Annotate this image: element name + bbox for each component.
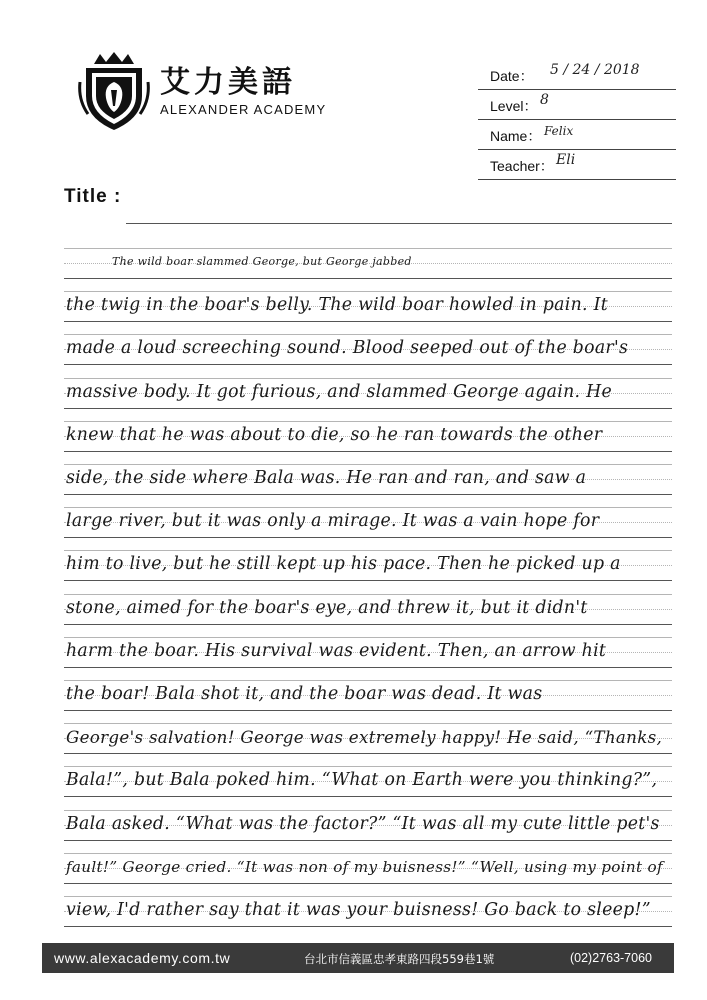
essay-line: massive body. It got furious, and slammed George again. He — [66, 381, 613, 402]
essay-line: fault!” George cried. “It was non of my buisness!” “Well, using my point of — [66, 857, 663, 876]
essay-line: harm the boar. His survival was evident. Then, an arrow hit — [66, 640, 607, 661]
guide-rule — [64, 507, 672, 508]
guide-rule — [64, 248, 672, 249]
name-value: Felix — [544, 124, 574, 138]
guide-rule — [64, 421, 672, 422]
guide-rule — [64, 550, 672, 551]
teacher-row — [478, 150, 676, 180]
footer-phone: (02)2763-7060 — [569, 951, 652, 965]
title-label: Title : — [64, 186, 122, 207]
base-rule — [64, 710, 672, 711]
base-rule — [64, 364, 672, 365]
guide-rule — [64, 637, 672, 638]
academy-crest-logo — [78, 52, 150, 132]
essay-line: Bala asked. “What was the factor?” “It was all my cute little pet's — [66, 813, 660, 834]
level-label: Level： — [490, 98, 538, 114]
base-rule — [64, 580, 672, 581]
guide-rule — [64, 766, 672, 767]
footer-bar — [42, 943, 674, 973]
guide-rule — [64, 896, 672, 897]
guide-rule — [64, 853, 672, 854]
base-rule — [64, 537, 672, 538]
footer-website: www.alexacademy.com.tw — [54, 950, 231, 966]
guide-rule — [64, 334, 672, 335]
title-underline — [126, 223, 672, 224]
guide-rule — [64, 291, 672, 292]
guide-rule — [64, 723, 672, 724]
date-row — [478, 60, 676, 90]
level-value: 8 — [540, 92, 549, 108]
essay-line: large river, but it was only a mirage. It was a vain hope for — [66, 511, 600, 532]
base-rule — [64, 926, 672, 927]
base-rule — [64, 796, 672, 797]
base-rule — [64, 753, 672, 754]
essay-line: George's salvation! George was extremely happy! He said, “Thanks, — [66, 727, 663, 748]
guide-rule — [64, 680, 672, 681]
essay-writing-area — [64, 236, 672, 936]
guide-rule — [64, 378, 672, 379]
teacher-label: Teacher： — [490, 158, 554, 174]
guide-rule — [64, 594, 672, 595]
essay-line: knew that he was about to die, so he ran towards the other — [66, 424, 603, 445]
base-rule — [64, 883, 672, 884]
essay-line: view, I'd rather say that it was your buisness! Go back to sleep!” — [66, 900, 651, 920]
base-rule — [64, 278, 672, 279]
brand-name-en: ALEXANDER ACADEMY — [160, 102, 327, 117]
base-rule — [64, 408, 672, 409]
crest-icon — [78, 52, 150, 132]
base-rule — [64, 321, 672, 322]
base-rule — [64, 494, 672, 495]
essay-line: The wild boar slammed George, but George jabbed — [112, 255, 412, 268]
base-rule — [64, 840, 672, 841]
name-row — [478, 120, 676, 150]
date-label: Date： — [490, 68, 534, 84]
teacher-value: Eli — [556, 152, 576, 168]
essay-line: the twig in the boar's belly. The wild boar howled in pain. It — [66, 295, 608, 316]
essay-line: Bala!”, but Bala poked him. “What on Earth were you thinking?”, — [66, 770, 658, 791]
essay-line: side, the side where Bala was. He ran and ran, and saw a — [66, 468, 587, 488]
essay-line: him to live, but he still kept up his pace. Then he picked up a — [66, 554, 621, 575]
essay-line: the boar! Bala shot it, and the boar was dead. It was — [66, 684, 543, 704]
date-value: 5 / 24 / 2018 — [550, 62, 640, 78]
student-info-box — [478, 60, 676, 180]
brand-block — [160, 66, 326, 117]
footer-address: 台北市信義區忠孝東路四段559巷1號 — [304, 952, 495, 966]
base-rule — [64, 667, 672, 668]
base-rule — [64, 624, 672, 625]
level-row — [478, 90, 676, 120]
guide-rule — [64, 464, 672, 465]
name-label: Name： — [490, 128, 542, 144]
guide-rule — [64, 810, 672, 811]
brand-name-cn: 艾力美語 — [160, 65, 296, 100]
base-rule — [64, 451, 672, 452]
essay-line: stone, aimed for the boar's eye, and threw it, but it didn't — [66, 597, 588, 618]
essay-line: made a loud screeching sound. Blood seeped out of the boar's — [66, 338, 629, 359]
